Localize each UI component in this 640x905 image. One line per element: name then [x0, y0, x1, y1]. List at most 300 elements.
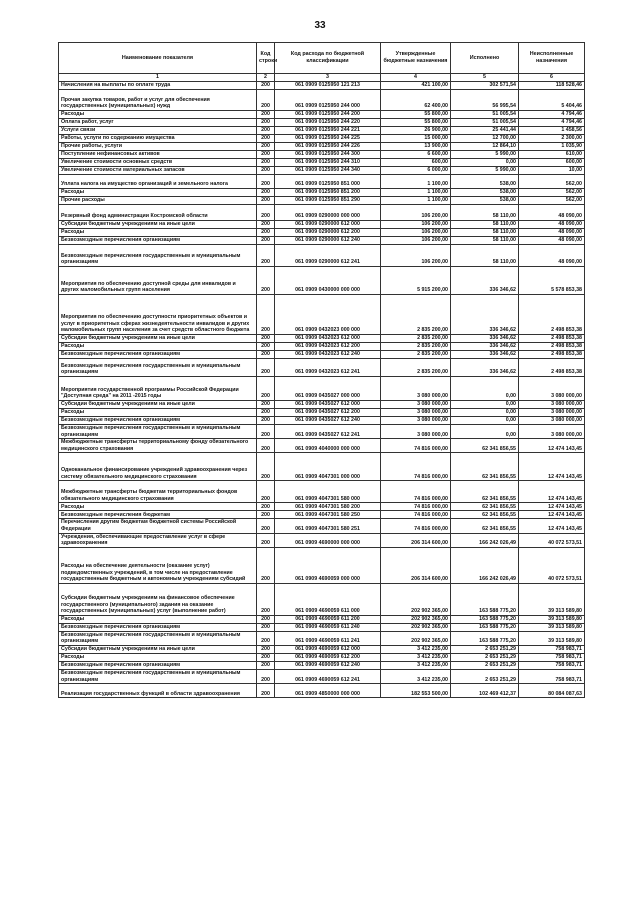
row-executed: 2 653 251,29 — [451, 661, 519, 669]
table-body — [59, 82, 585, 698]
row-approved: 74 816 000,00 — [381, 519, 451, 533]
header-expense-code: Код расхода по бюджетной классификации — [275, 43, 381, 74]
row-line-code: 200 — [257, 167, 275, 175]
table-row — [59, 197, 585, 205]
row-unexecuted: 40 072 573,51 — [519, 547, 585, 583]
row-executed: 336 346,62 — [451, 267, 519, 295]
table-row — [59, 425, 585, 439]
row-executed: 336 346,62 — [451, 359, 519, 377]
row-line-code: 200 — [257, 135, 275, 143]
row-unexecuted: 12 474 143,45 — [519, 439, 585, 453]
row-name: Прочие работы, услуги — [59, 143, 257, 151]
row-executed: 163 588 775,20 — [451, 615, 519, 623]
table-row — [59, 547, 585, 583]
row-unexecuted: 12 474 143,45 — [519, 481, 585, 503]
table-row — [59, 623, 585, 631]
row-name: Безвозмездные перечисления бюджетам — [59, 511, 257, 519]
row-line-code: 200 — [257, 159, 275, 167]
header-name: Наименование показателя — [59, 43, 257, 74]
row-approved: 202 902 365,00 — [381, 615, 451, 623]
row-expense-code: 061 0909 0125950 244 310 — [275, 159, 381, 167]
row-unexecuted: 48 090,00 — [519, 245, 585, 267]
row-approved: 2 835 200,00 — [381, 343, 451, 351]
row-approved: 2 835 200,00 — [381, 335, 451, 343]
row-unexecuted: 562,00 — [519, 175, 585, 189]
row-approved: 106 200,00 — [381, 237, 451, 245]
row-executed: 12 864,10 — [451, 143, 519, 151]
row-approved: 202 902 365,00 — [381, 583, 451, 615]
row-unexecuted: 39 313 589,80 — [519, 583, 585, 615]
row-unexecuted: 758 983,71 — [519, 661, 585, 669]
row-line-code: 200 — [257, 519, 275, 533]
row-line-code: 200 — [257, 127, 275, 135]
row-name: Расходы на обеспечение деятельности (оказание услуг) подведомственных учреждений, в том числе на предоставление государственным бюджетным и автономным учреждениям субсидий — [59, 547, 257, 583]
row-name: Безвозмездные перечисления государственным и муниципальным организациям — [59, 245, 257, 267]
row-approved: 62 400,00 — [381, 90, 451, 111]
row-unexecuted: 12 474 143,45 — [519, 519, 585, 533]
row-unexecuted: 12 474 143,45 — [519, 453, 585, 481]
column-number: 5 — [451, 74, 519, 82]
row-name: Безвозмездные перечисления организациям — [59, 237, 257, 245]
table-row — [59, 175, 585, 189]
row-line-code: 200 — [257, 661, 275, 669]
row-expense-code: 061 0909 4690059 612 200 — [275, 653, 381, 661]
row-approved: 3 080 000,00 — [381, 409, 451, 417]
table-row — [59, 135, 585, 143]
row-line-code: 200 — [257, 684, 275, 698]
row-line-code: 200 — [257, 335, 275, 343]
row-expense-code: 061 0909 0125950 244 340 — [275, 167, 381, 175]
row-unexecuted: 80 084 087,63 — [519, 684, 585, 698]
row-name: Расходы — [59, 229, 257, 237]
row-approved: 600,00 — [381, 159, 451, 167]
table-row — [59, 267, 585, 295]
column-number: 1 — [59, 74, 257, 82]
row-name: Услуги связи — [59, 127, 257, 135]
table-row — [59, 127, 585, 135]
row-executed: 166 242 026,49 — [451, 547, 519, 583]
row-unexecuted: 758 983,71 — [519, 653, 585, 661]
row-expense-code: 061 0909 0430000 000 000 — [275, 267, 381, 295]
header-line-code: Код строки — [257, 43, 275, 74]
row-approved: 202 902 365,00 — [381, 631, 451, 645]
row-name: Одноканальное финансирование учреждений здравоохранения через систему обязательного медицинского страхования — [59, 453, 257, 481]
row-unexecuted: 562,00 — [519, 197, 585, 205]
row-line-code: 200 — [257, 151, 275, 159]
row-executed: 62 341 856,55 — [451, 511, 519, 519]
row-expense-code: 061 0909 0435027 612 000 — [275, 401, 381, 409]
row-name: Мероприятия по обеспечению доступности приоритетных объектов и услуг в приоритетных сферах жизнедеятельности инвалидов и других маломобильных групп населения за счет средств областного бюджета — [59, 295, 257, 335]
row-name: Расходы — [59, 189, 257, 197]
table-row — [59, 453, 585, 481]
row-line-code: 200 — [257, 453, 275, 481]
row-unexecuted: 12 474 143,45 — [519, 511, 585, 519]
row-unexecuted: 3 080 000,00 — [519, 417, 585, 425]
row-approved: 182 553 500,00 — [381, 684, 451, 698]
table-row — [59, 377, 585, 401]
row-executed: 2 653 251,29 — [451, 645, 519, 653]
row-name: Расходы — [59, 343, 257, 351]
table-row — [59, 481, 585, 503]
row-executed: 102 469 412,37 — [451, 684, 519, 698]
row-expense-code: 061 0909 0290000 000 000 — [275, 205, 381, 221]
row-expense-code: 061 0909 0125950 851 290 — [275, 197, 381, 205]
row-expense-code: 061 0909 4690059 611 200 — [275, 615, 381, 623]
column-number: 3 — [275, 74, 381, 82]
row-executed: 2 653 251,29 — [451, 669, 519, 683]
row-executed: 163 588 775,20 — [451, 623, 519, 631]
header-executed: Исполнено — [451, 43, 519, 74]
row-approved: 74 816 000,00 — [381, 481, 451, 503]
row-executed: 538,00 — [451, 175, 519, 189]
column-number-row — [59, 74, 585, 82]
table-row — [59, 237, 585, 245]
row-name: Безвозмездные перечисления организациям — [59, 351, 257, 359]
row-unexecuted: 3 080 000,00 — [519, 401, 585, 409]
table-row — [59, 503, 585, 511]
table-row — [59, 684, 585, 698]
row-approved: 3 080 000,00 — [381, 401, 451, 409]
row-expense-code: 061 0909 4047301 580 250 — [275, 511, 381, 519]
row-expense-code: 061 0909 0435027 612 241 — [275, 425, 381, 439]
row-unexecuted: 4 794,46 — [519, 111, 585, 119]
table-row — [59, 631, 585, 645]
row-expense-code: 061 0909 4690059 612 241 — [275, 669, 381, 683]
row-expense-code: 061 0909 0125950 244 300 — [275, 151, 381, 159]
row-executed: 25 441,44 — [451, 127, 519, 135]
row-name: Субсидии бюджетным учреждениям на иные цели — [59, 335, 257, 343]
row-line-code: 200 — [257, 245, 275, 267]
row-line-code: 200 — [257, 583, 275, 615]
row-unexecuted: 39 313 589,80 — [519, 631, 585, 645]
row-name: Безвозмездные перечисления организациям — [59, 417, 257, 425]
row-expense-code: 061 0909 0435027 612 200 — [275, 409, 381, 417]
row-executed: 0,00 — [451, 425, 519, 439]
row-expense-code: 061 0909 0435027 612 240 — [275, 417, 381, 425]
row-executed: 0,00 — [451, 401, 519, 409]
row-approved: 106 200,00 — [381, 245, 451, 267]
row-unexecuted: 2 498 853,38 — [519, 295, 585, 335]
row-expense-code: 061 0909 0125950 244 226 — [275, 143, 381, 151]
row-executed: 0,00 — [451, 409, 519, 417]
table-row — [59, 417, 585, 425]
row-unexecuted: 610,00 — [519, 151, 585, 159]
row-executed: 51 005,54 — [451, 111, 519, 119]
row-approved: 106 200,00 — [381, 205, 451, 221]
row-unexecuted: 1 035,90 — [519, 143, 585, 151]
row-line-code: 200 — [257, 669, 275, 683]
table-row — [59, 229, 585, 237]
row-executed: 58 110,00 — [451, 205, 519, 221]
row-expense-code: 061 0909 4690059 612 240 — [275, 661, 381, 669]
table-row — [59, 221, 585, 229]
row-approved: 3 080 000,00 — [381, 425, 451, 439]
table-row — [59, 159, 585, 167]
row-approved: 26 900,00 — [381, 127, 451, 135]
row-name: Расходы — [59, 111, 257, 119]
table-row — [59, 583, 585, 615]
table-row — [59, 111, 585, 119]
row-unexecuted: 758 983,71 — [519, 669, 585, 683]
row-approved: 55 800,00 — [381, 119, 451, 127]
row-approved: 3 412 235,00 — [381, 645, 451, 653]
table-row — [59, 409, 585, 417]
table-row — [59, 351, 585, 359]
row-line-code: 200 — [257, 623, 275, 631]
row-approved: 202 902 365,00 — [381, 623, 451, 631]
row-expense-code: 061 0909 4690059 611 240 — [275, 623, 381, 631]
row-executed: 62 341 856,55 — [451, 481, 519, 503]
row-executed: 336 346,62 — [451, 351, 519, 359]
row-line-code: 200 — [257, 111, 275, 119]
row-executed: 302 571,54 — [451, 82, 519, 90]
row-executed: 336 346,62 — [451, 335, 519, 343]
table-row — [59, 82, 585, 90]
row-name: Безвозмездные перечисления организациям — [59, 661, 257, 669]
row-line-code: 200 — [257, 409, 275, 417]
row-unexecuted: 12 474 143,45 — [519, 503, 585, 511]
row-approved: 6 000,00 — [381, 167, 451, 175]
row-expense-code: 061 0909 0432023 612 240 — [275, 351, 381, 359]
row-unexecuted: 40 072 573,51 — [519, 533, 585, 547]
row-line-code: 200 — [257, 377, 275, 401]
table-row — [59, 661, 585, 669]
row-approved: 106 200,00 — [381, 221, 451, 229]
row-unexecuted: 5 578 853,38 — [519, 267, 585, 295]
table-row — [59, 335, 585, 343]
row-unexecuted: 48 090,00 — [519, 237, 585, 245]
row-line-code: 200 — [257, 359, 275, 377]
table-row — [59, 533, 585, 547]
row-expense-code: 061 0909 4690059 000 000 — [275, 547, 381, 583]
row-unexecuted: 3 080 000,00 — [519, 425, 585, 439]
row-line-code: 200 — [257, 401, 275, 409]
row-executed: 58 110,00 — [451, 245, 519, 267]
row-expense-code: 061 0909 0290000 612 200 — [275, 229, 381, 237]
header-unexecuted: Неисполненные назначения — [519, 43, 585, 74]
row-name: Субсидии бюджетным учреждениям на иные цели — [59, 221, 257, 229]
row-unexecuted: 562,00 — [519, 189, 585, 197]
row-approved: 3 080 000,00 — [381, 377, 451, 401]
row-unexecuted: 3 080 000,00 — [519, 377, 585, 401]
row-executed: 0,00 — [451, 377, 519, 401]
row-name: Расходы — [59, 503, 257, 511]
row-unexecuted: 4 794,46 — [519, 119, 585, 127]
row-expense-code: 061 0909 4047301 580 000 — [275, 481, 381, 503]
row-executed: 5 990,00 — [451, 167, 519, 175]
row-executed: 336 346,62 — [451, 343, 519, 351]
row-line-code: 200 — [257, 143, 275, 151]
row-approved: 3 412 235,00 — [381, 669, 451, 683]
row-approved: 1 100,00 — [381, 189, 451, 197]
row-approved: 5 915 200,00 — [381, 267, 451, 295]
table-row — [59, 359, 585, 377]
row-approved: 2 835 200,00 — [381, 359, 451, 377]
row-name: Поступление нефинансовых активов — [59, 151, 257, 159]
row-approved: 2 835 200,00 — [381, 351, 451, 359]
row-name: Уплата налога на имущество организаций и земельного налога — [59, 175, 257, 189]
row-name: Безвозмездные перечисления организациям — [59, 623, 257, 631]
row-expense-code: 061 0909 0125950 244 225 — [275, 135, 381, 143]
row-expense-code: 061 0909 4047301 580 200 — [275, 503, 381, 511]
row-approved: 74 816 000,00 — [381, 511, 451, 519]
row-line-code: 200 — [257, 351, 275, 359]
row-approved: 106 200,00 — [381, 229, 451, 237]
row-expense-code: 061 0909 0125950 244 200 — [275, 111, 381, 119]
row-name: Начисления на выплаты по оплате труда — [59, 82, 257, 90]
row-unexecuted: 48 090,00 — [519, 205, 585, 221]
row-expense-code: 061 0909 0125950 244 220 — [275, 119, 381, 127]
row-line-code: 200 — [257, 547, 275, 583]
row-approved: 74 816 000,00 — [381, 453, 451, 481]
budget-execution-table — [58, 42, 585, 698]
row-name: Расходы — [59, 653, 257, 661]
column-number: 4 — [381, 74, 451, 82]
row-name: Мероприятия по обеспечению доступной среды для инвалидов и других маломобильных групп населения — [59, 267, 257, 295]
row-executed: 163 588 775,20 — [451, 631, 519, 645]
row-approved: 2 835 200,00 — [381, 295, 451, 335]
row-line-code: 200 — [257, 631, 275, 645]
row-name: Реализация государственных функций в области здравоохранения — [59, 684, 257, 698]
table-row — [59, 205, 585, 221]
row-name: Прочая закупка товаров, работ и услуг для обеспечения государственных (муниципальных) нужд — [59, 90, 257, 111]
row-expense-code: 061 0909 4047301 000 000 — [275, 453, 381, 481]
row-executed: 62 341 856,55 — [451, 503, 519, 511]
table-row — [59, 343, 585, 351]
row-executed: 62 341 856,55 — [451, 519, 519, 533]
row-unexecuted: 118 528,46 — [519, 82, 585, 90]
table-row — [59, 439, 585, 453]
row-executed: 166 242 026,49 — [451, 533, 519, 547]
row-line-code: 200 — [257, 425, 275, 439]
row-unexecuted: 600,00 — [519, 159, 585, 167]
row-line-code: 200 — [257, 221, 275, 229]
row-unexecuted: 2 498 853,38 — [519, 343, 585, 351]
row-approved: 421 100,00 — [381, 82, 451, 90]
table-row — [59, 189, 585, 197]
row-line-code: 200 — [257, 533, 275, 547]
row-name: Межбюджетные трансферты бюджетам территориальных фондов обязательного медицинского страхования — [59, 481, 257, 503]
row-name: Расходы — [59, 409, 257, 417]
row-approved: 74 816 000,00 — [381, 503, 451, 511]
row-expense-code: 061 0909 4850000 000 000 — [275, 684, 381, 698]
row-executed: 58 110,00 — [451, 237, 519, 245]
table-row — [59, 90, 585, 111]
row-executed: 56 995,54 — [451, 90, 519, 111]
table-row — [59, 119, 585, 127]
row-expense-code: 061 0909 0125950 851 200 — [275, 189, 381, 197]
row-unexecuted: 3 080 000,00 — [519, 409, 585, 417]
row-expense-code: 061 0909 0125950 851 000 — [275, 175, 381, 189]
table-row — [59, 519, 585, 533]
row-approved: 15 000,00 — [381, 135, 451, 143]
row-executed: 51 005,54 — [451, 119, 519, 127]
row-name: Расходы — [59, 615, 257, 623]
row-approved: 13 900,00 — [381, 143, 451, 151]
table-row — [59, 245, 585, 267]
row-executed: 336 346,62 — [451, 295, 519, 335]
row-unexecuted: 48 090,00 — [519, 229, 585, 237]
table-row — [59, 669, 585, 683]
row-approved: 206 314 600,00 — [381, 533, 451, 547]
row-line-code: 200 — [257, 119, 275, 127]
row-expense-code: 061 0909 0432023 612 200 — [275, 343, 381, 351]
row-name: Безвозмездные перечисления государственным и муниципальным организациям — [59, 669, 257, 683]
row-line-code: 200 — [257, 511, 275, 519]
row-line-code: 200 — [257, 229, 275, 237]
row-expense-code: 061 0909 4690059 611 000 — [275, 583, 381, 615]
row-name: Безвозмездные перечисления государственным и муниципальным организациям — [59, 425, 257, 439]
row-unexecuted: 5 404,46 — [519, 90, 585, 111]
row-name: Межбюджетные трансферты территориальному фонду обязательного медицинского страхования — [59, 439, 257, 453]
table-row — [59, 167, 585, 175]
column-number: 6 — [519, 74, 585, 82]
table-row — [59, 653, 585, 661]
row-approved: 3 412 235,00 — [381, 653, 451, 661]
row-line-code: 200 — [257, 90, 275, 111]
row-approved: 6 600,00 — [381, 151, 451, 159]
table-row — [59, 295, 585, 335]
row-expense-code: 061 0909 0125950 244 221 — [275, 127, 381, 135]
row-name: Увеличение стоимости материальных запасов — [59, 167, 257, 175]
row-executed: 163 588 775,20 — [451, 583, 519, 615]
table-row — [59, 615, 585, 623]
row-line-code: 200 — [257, 653, 275, 661]
row-name: Прочие расходы — [59, 197, 257, 205]
row-line-code: 200 — [257, 343, 275, 351]
row-expense-code: 061 0909 4047301 580 251 — [275, 519, 381, 533]
row-name: Мероприятия государственной программы Российской Федерации "Доступная среда" на 2011 -2015 годы — [59, 377, 257, 401]
row-approved: 55 800,00 — [381, 111, 451, 119]
table-header-row — [59, 43, 585, 74]
row-executed: 62 341 856,55 — [451, 439, 519, 453]
row-expense-code: 061 0909 0432023 612 000 — [275, 335, 381, 343]
row-line-code: 200 — [257, 295, 275, 335]
row-executed: 538,00 — [451, 197, 519, 205]
table-row — [59, 401, 585, 409]
row-approved: 1 100,00 — [381, 175, 451, 189]
row-expense-code: 061 0909 0125950 121 213 — [275, 82, 381, 90]
row-unexecuted: 39 313 589,80 — [519, 615, 585, 623]
row-unexecuted: 758 983,71 — [519, 645, 585, 653]
row-expense-code: 061 0909 0290000 612 241 — [275, 245, 381, 267]
row-approved: 3 080 000,00 — [381, 417, 451, 425]
table-row — [59, 511, 585, 519]
column-number: 2 — [257, 74, 275, 82]
row-line-code: 200 — [257, 82, 275, 90]
row-name: Резервный фонд администрации Костромской области — [59, 205, 257, 221]
row-executed: 0,00 — [451, 417, 519, 425]
page-number: 33 — [314, 20, 326, 31]
row-expense-code: 061 0909 0125950 244 000 — [275, 90, 381, 111]
row-executed: 58 110,00 — [451, 221, 519, 229]
row-line-code: 200 — [257, 503, 275, 511]
row-expense-code: 061 0909 4690059 611 241 — [275, 631, 381, 645]
header-approved: Утвержденные бюджетные назначения — [381, 43, 451, 74]
row-unexecuted: 1 458,56 — [519, 127, 585, 135]
row-expense-code: 061 0909 0432023 612 241 — [275, 359, 381, 377]
row-name: Оплата работ, услуг — [59, 119, 257, 127]
row-name: Перечисления другим бюджетам бюджетной системы Российской Федерации — [59, 519, 257, 533]
table-row — [59, 143, 585, 151]
row-executed: 62 341 856,55 — [451, 453, 519, 481]
row-executed: 12 700,00 — [451, 135, 519, 143]
row-line-code: 200 — [257, 645, 275, 653]
table-row — [59, 151, 585, 159]
row-unexecuted: 10,00 — [519, 167, 585, 175]
row-name: Безвозмездные перечисления государственным и муниципальным организациям — [59, 631, 257, 645]
row-expense-code: 061 0909 0432023 000 000 — [275, 295, 381, 335]
